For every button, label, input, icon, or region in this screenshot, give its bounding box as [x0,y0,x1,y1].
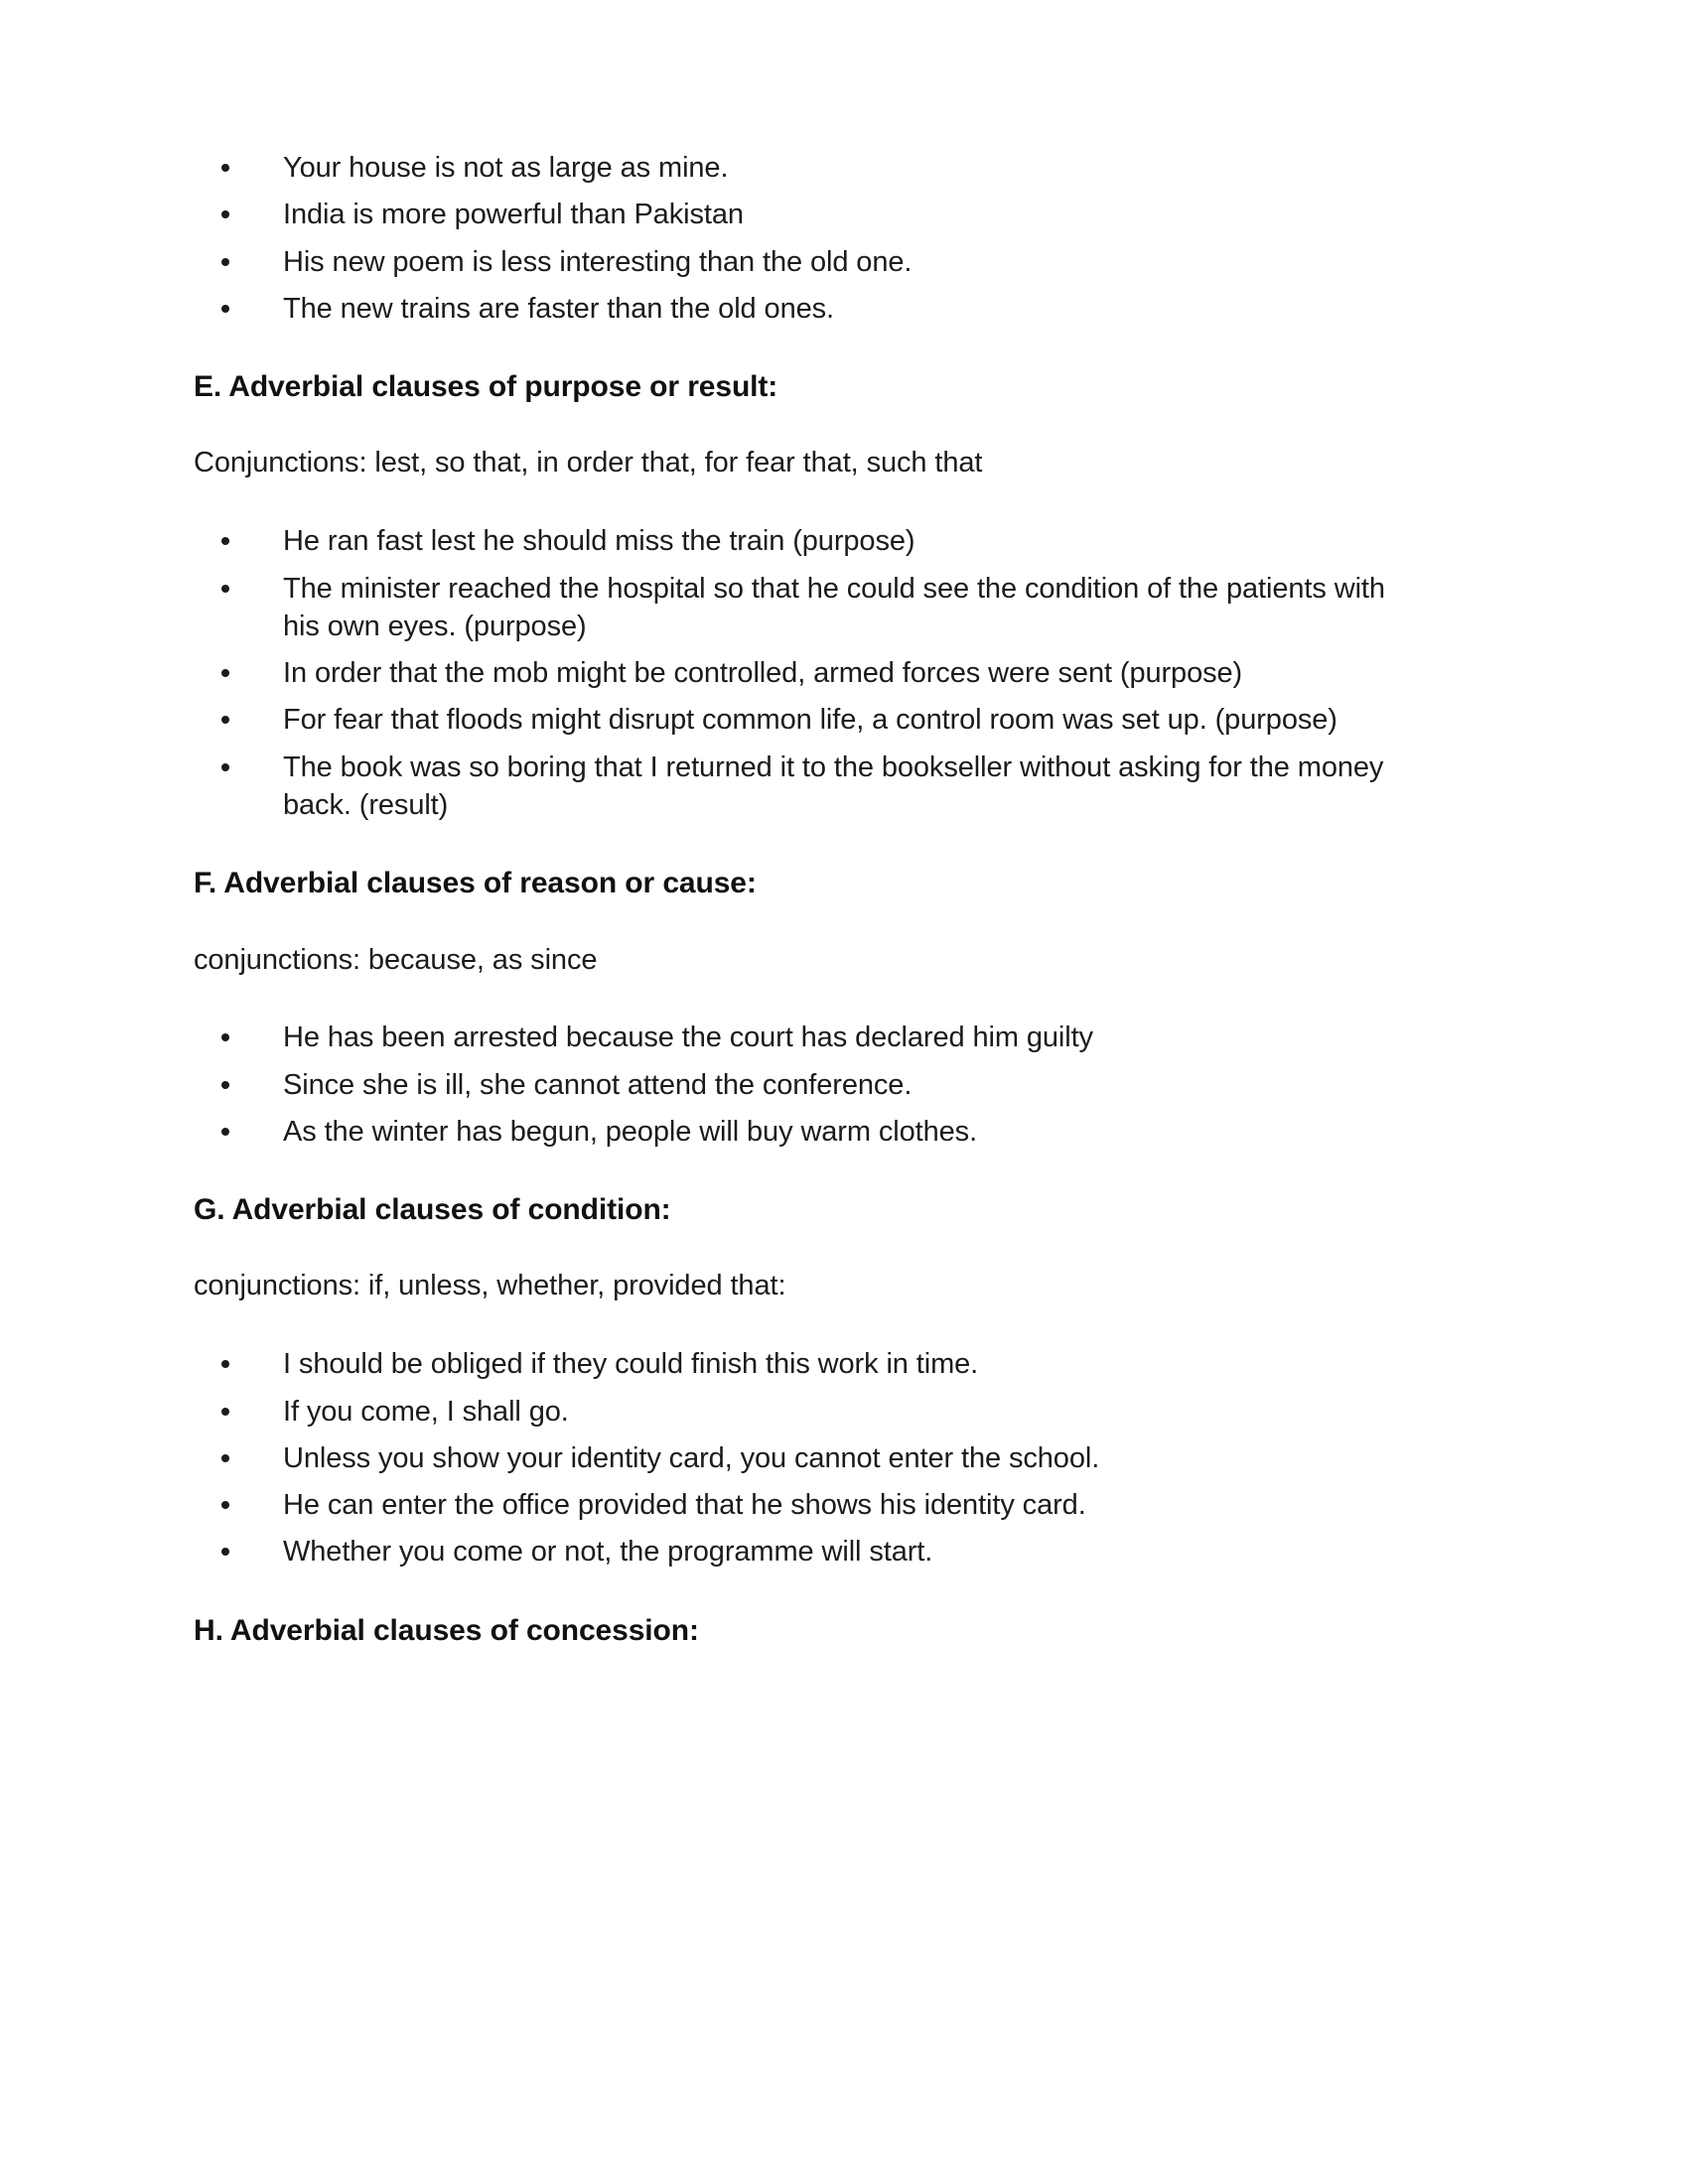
list-item-text: He can enter the office provided that he shows his identity card. [283,1489,1086,1522]
bullet-dot-icon [221,1128,229,1136]
list-item [194,570,1405,646]
example-list-g [194,1345,1405,1570]
bullet-dot-icon [221,716,229,724]
list-item-text: If you come, I shall go. [283,1395,569,1428]
list-item [194,522,1405,560]
bullet-dot-icon [221,164,229,172]
list-item [194,149,1405,187]
bullet-dot-icon [221,1501,229,1509]
bullet-dot-icon [221,669,229,677]
list-item [194,196,1405,233]
spacer [194,901,1405,943]
bullet-dot-icon [221,1548,229,1556]
list-item-text: Whether you come or not, the programme will start. [283,1536,933,1569]
list-item-text: Unless you show your identity card, you cannot enter the school. [283,1441,1100,1474]
list-item-text: He has been arrested because the court has declared him guilty [283,1022,1093,1054]
list-item-text: The book was so boring that I returned it to the bookseller without asking for the money back. (result) [283,751,1384,821]
list-item [194,749,1405,825]
list-item-text: Your house is not as large as mine. [283,152,729,184]
bullet-dot-icon [221,1454,229,1462]
list-item [194,1066,1405,1104]
intro-bullet-list [194,149,1405,328]
section-heading-e: E. Adverbial clauses of purpose or result: [194,370,778,404]
section-heading-f: F. Adverbial clauses of reason or cause: [194,867,757,900]
spacer [194,824,1405,866]
list-item [194,1345,1405,1383]
list-item [194,1019,1405,1056]
list-item-text: India is more powerful than Pakistan [283,199,744,231]
spacer [194,1571,1405,1613]
list-item [194,1533,1405,1570]
list-item-text: For fear that floods might disrupt common life, a control room was set up. (purpose) [283,704,1337,737]
list-item [194,290,1405,328]
bullet-dot-icon [221,258,229,266]
list-item [194,1486,1405,1524]
example-list-f [194,1019,1405,1151]
example-list-e [194,522,1405,824]
spacer [194,404,1405,446]
spacer [194,480,1405,522]
list-item-text: He ran fast lest he should miss the train (purpose) [283,525,915,558]
section-heading-g: G. Adverbial clauses of condition: [194,1193,671,1227]
conjunctions-line-f: conjunctions: because, as since [194,943,598,976]
bullet-dot-icon [221,763,229,771]
list-item-text: I should be obliged if they could finish this work in time. [283,1348,979,1381]
section-heading-h: H. Adverbial clauses of concession: [194,1613,699,1647]
bullet-dot-icon [221,1033,229,1041]
bullet-dot-icon [221,585,229,593]
list-item [194,1393,1405,1431]
list-item-text: In order that the mob might be controlled, armed forces were sent (purpose) [283,657,1243,690]
list-item-text: The new trains are faster than the old ones. [283,292,834,325]
bullet-dot-icon [221,1408,229,1416]
spacer [194,1303,1405,1345]
spacer [194,328,1405,369]
list-item-text: His new poem is less interesting than the old one. [283,245,913,278]
list-item [194,1439,1405,1477]
bullet-dot-icon [221,1081,229,1089]
spacer [194,1151,1405,1192]
list-item-text: As the winter has begun, people will buy warm clothes. [283,1115,978,1148]
bullet-dot-icon [221,537,229,545]
list-item [194,654,1405,692]
spacer [194,977,1405,1019]
list-item-text: Since she is ill, she cannot attend the conference. [283,1068,913,1101]
bullet-dot-icon [221,305,229,313]
list-item [194,243,1405,281]
list-item [194,701,1405,739]
conjunctions-line-g: conjunctions: if, unless, whether, provided that: [194,1270,786,1302]
list-item [194,1113,1405,1151]
bullet-dot-icon [221,210,229,218]
spacer [194,1227,1405,1269]
conjunctions-line-e: Conjunctions: lest, so that, in order that, for fear that, such that [194,447,983,479]
document-body [194,149,1405,1648]
bullet-dot-icon [221,1360,229,1368]
list-item-text: The minister reached the hospital so that he could see the condition of the patients with his own eyes. (purpose) [283,572,1385,642]
